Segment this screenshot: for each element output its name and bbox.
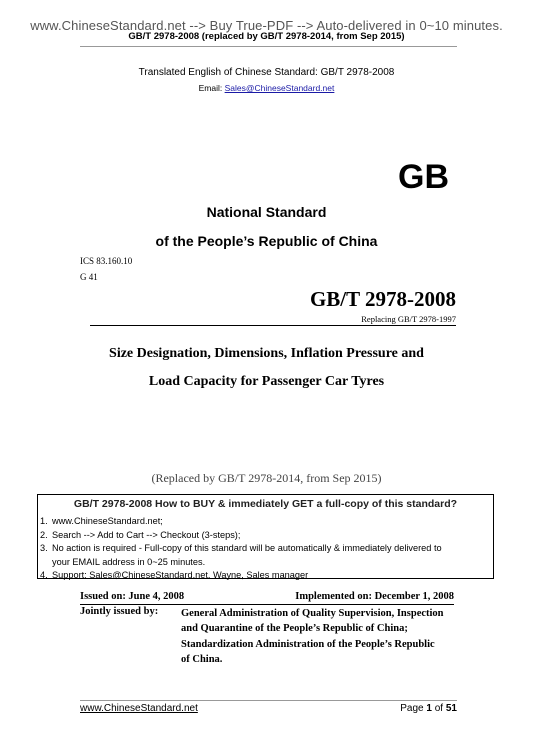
page-label: Page — [400, 703, 427, 714]
list-item-text: your EMAIL address in 0~25 minutes. — [52, 556, 206, 567]
replaced-by-note: (Replaced by GB/T 2978-2014, from Sep 2015) — [151, 471, 382, 485]
list-item-continuation — [40, 556, 489, 570]
replacing-note: Replacing GB/T 2978-1997 — [361, 314, 456, 324]
document-title-line1: Size Designation, Dimensions, Inflation Pressure and — [109, 346, 424, 361]
purchase-info-box — [37, 494, 494, 579]
list-item — [40, 542, 489, 556]
issuing-authorities — [181, 606, 454, 667]
list-item — [40, 515, 489, 529]
page-of: of — [431, 703, 446, 714]
issuer-line: and Quarantine of the People’s Republic of China; — [181, 623, 408, 635]
footer-site-link[interactable]: www.ChineseStandard.net — [80, 703, 198, 714]
classification-code: G 41 — [80, 272, 98, 282]
issuer-line: General Administration of Quality Supervision, Inspection — [181, 608, 444, 619]
document-header-line: GB/T 2978-2008 (replaced by GB/T 2978-2014, from Sep 2015) — [128, 31, 405, 42]
translated-note: Translated English of Chinese Standard: GB/T 2978-2008 — [138, 67, 395, 78]
issuance-divider — [80, 604, 454, 605]
page-current: 1 — [426, 703, 432, 714]
ics-code: ICS 83.160.10 — [80, 256, 133, 266]
implemented-on: Implemented on: December 1, 2008 — [295, 591, 454, 602]
list-item-text[interactable]: www.ChineseStandard.net; — [52, 516, 163, 526]
purchase-box-title: GB/T 2978-2008 How to BUY & immediately GET a full-copy of this standard? — [73, 498, 458, 510]
list-item-text: Support: Sales@ChineseStandard.net. Wayne, Sales manager — [52, 570, 309, 580]
issuer-line: of China. — [181, 653, 223, 665]
issued-on: Issued on: June 4, 2008 — [80, 591, 185, 602]
issuer-line: Standardization Administration of the People’s Republic — [181, 638, 435, 650]
promo-line: www.ChineseStandard.net --> Buy True-PDF --> Auto-delivered in 0~10 minutes. — [30, 18, 503, 33]
gb-mark: GB — [398, 158, 449, 196]
document-title-line2: Load Capacity for Passenger Car Tyres — [148, 374, 385, 389]
footer-divider — [80, 700, 457, 701]
list-item-text: Search --> Add to Cart --> Checkout (3-steps); — [52, 529, 241, 540]
list-item-number: 2. — [40, 529, 48, 540]
email-line — [0, 83, 533, 93]
email-link[interactable]: Sales@ChineseStandard.net — [224, 83, 335, 93]
list-item-number: 4. — [40, 570, 48, 580]
national-standard-heading: National Standard — [206, 204, 327, 220]
list-item — [40, 529, 489, 543]
standard-number: GB/T 2978-2008 — [309, 287, 456, 311]
title-divider — [90, 325, 456, 326]
purchase-steps-list — [40, 515, 489, 583]
page-indicator — [0, 703, 457, 714]
header-divider — [80, 46, 457, 47]
prc-heading: of the People’s Republic of China — [155, 233, 378, 249]
page-total: 51 — [445, 703, 457, 714]
jointly-issued-label: Jointly issued by: — [80, 606, 159, 617]
list-item-number: 1. — [40, 516, 48, 526]
list-item-number: 3. — [40, 543, 48, 553]
list-item-text: No action is required - Full-copy of this standard will be automatically & immediately delivered to — [52, 543, 442, 553]
list-item — [40, 569, 489, 583]
email-label: Email: — [198, 83, 225, 93]
